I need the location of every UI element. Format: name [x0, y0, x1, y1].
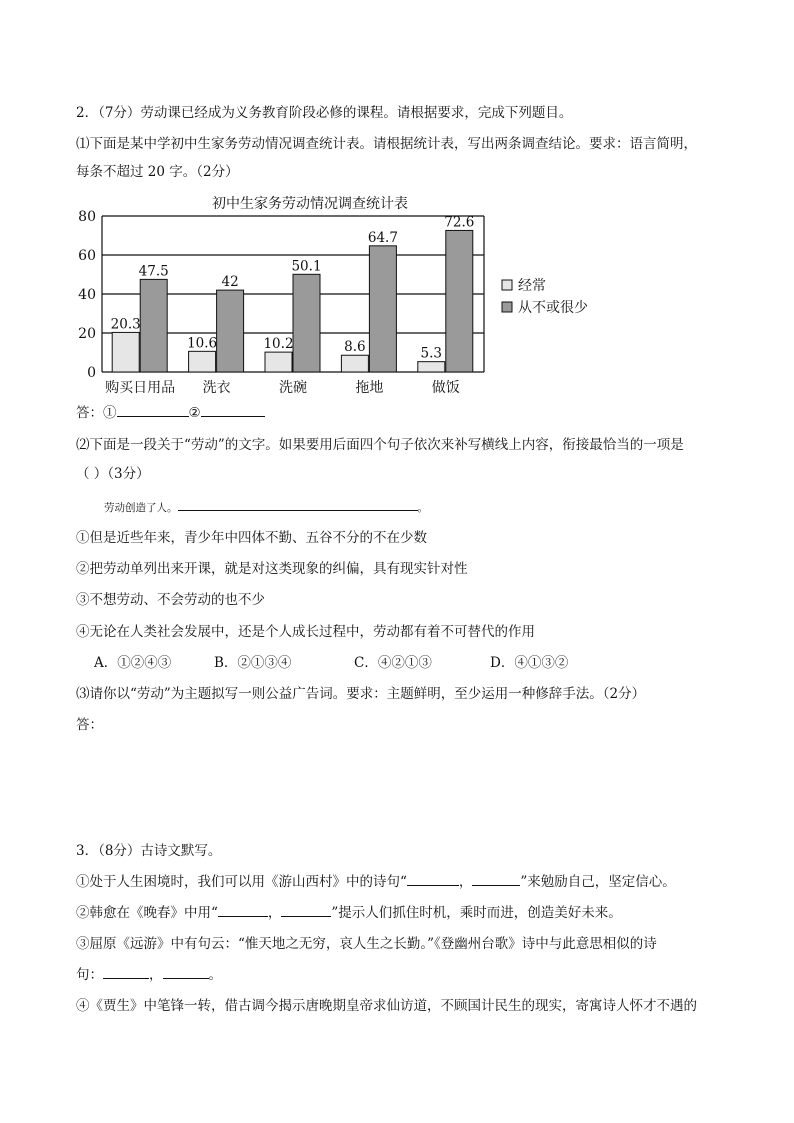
bar-rarely — [217, 290, 244, 372]
legend-swatch — [502, 302, 512, 312]
legend-label: 经常 — [518, 278, 546, 294]
x-tick-label: 洗碗 — [279, 380, 307, 396]
sentence-1: ①但是近些年来，青少年中四体不勤、五谷不分的不在少数 — [76, 530, 427, 546]
answer-blank-1[interactable] — [117, 404, 189, 417]
q3-line-2-text-b: ， — [267, 905, 282, 921]
x-tick-label: 拖地 — [355, 380, 384, 396]
chart-legend — [502, 277, 588, 316]
q3-line-4-text-b: ， — [149, 967, 163, 983]
q3-line-4-text-c: 。 — [208, 967, 222, 983]
q2-passage — [104, 498, 428, 517]
q3-stem: 3．（8分）古诗文默写。 — [76, 843, 222, 859]
data-label: 42 — [221, 274, 239, 291]
answer-circle-2: ② — [188, 405, 201, 421]
data-label: 64.7 — [367, 229, 398, 246]
data-label: 10.2 — [263, 336, 294, 353]
q3-blank-5[interactable] — [103, 966, 149, 979]
bar-rarely — [140, 279, 167, 372]
data-label: 10.6 — [187, 335, 218, 352]
chart-title: 初中生家务劳动情况调查统计表 — [212, 196, 408, 212]
bar-often — [189, 351, 216, 372]
bar-rarely — [369, 246, 396, 372]
y-tick-label: 80 — [78, 209, 96, 225]
data-label: 5.3 — [420, 345, 443, 362]
sentence-2: ②把劳动单列出来开课，就是对这类现象的纠偏，具有现实针对性 — [76, 561, 468, 577]
sentence-4: ④无论在人类社会发展中，还是个人成长过程中，劳动都有着不可替代的作用 — [76, 624, 535, 640]
q2-part3-answer-label: 答： — [76, 717, 103, 733]
q3-line-2 — [76, 904, 622, 922]
y-tick-label: 40 — [78, 287, 96, 303]
q3-line-1-text-a: ①处于人生困境时，我们可以用《游山西村》中的诗句“ — [76, 874, 407, 890]
q3-line-1 — [76, 873, 676, 891]
data-label: 50.1 — [291, 258, 322, 275]
option-c[interactable]: C．④②①③ — [354, 655, 432, 671]
q2-part2-line1: ⑵下面是一段关于“劳动”的文字。如果要用后面四个句子依次来补写横线上内容，衔接最恰当的一项是 — [76, 437, 684, 453]
sentence-3: ③不想劳动、不会劳动的也不少 — [76, 592, 265, 608]
passage-blank[interactable] — [178, 498, 418, 511]
legend-label: 从不或很少 — [518, 300, 588, 316]
q3-line-2-text-a: ②韩愈在《晚春》中用“ — [76, 905, 218, 921]
bar-rarely — [446, 230, 473, 372]
passage-end: 。 — [417, 502, 428, 514]
chart-x-axis — [105, 379, 460, 396]
q3-blank-1[interactable] — [407, 873, 459, 886]
q3-blank-4[interactable] — [281, 904, 331, 917]
data-label: 20.3 — [110, 316, 141, 333]
answer-label: 答： — [76, 405, 103, 421]
q3-line-1-text-c: ”来勉励自己，坚定信心。 — [520, 874, 676, 890]
answer-blank-2[interactable] — [201, 404, 265, 417]
q3-line-3: ③屈原《远游》中有句云：“惟天地之无穷，哀人生之长勤。”《登幽州台歌》诗中与此意思相似的诗 — [76, 936, 657, 952]
y-tick-label: 20 — [78, 326, 96, 342]
option-d[interactable]: D．④①③② — [490, 655, 569, 671]
x-tick-label: 洗衣 — [202, 380, 231, 396]
q3-blank-3[interactable] — [218, 904, 268, 917]
q2-part1-answer — [76, 404, 265, 422]
q3-blank-2[interactable] — [472, 873, 520, 886]
q2-stem: 2．（7分）劳动课已经成为义务教育阶段必修的课程。请根据要求，完成下列题目。 — [76, 105, 573, 121]
q3-line-1-text-b: ， — [458, 874, 473, 890]
answer-circle-1: ① — [103, 405, 117, 421]
q2-part1-line2: 每条不超过 20 字。（2分） — [76, 164, 239, 180]
bar-chart — [70, 190, 630, 400]
option-b[interactable]: B．②①③④ — [214, 655, 292, 671]
bar-rarely — [293, 274, 320, 372]
bar-often — [265, 352, 292, 372]
q2-part2-line2: （ ）（3分） — [76, 466, 150, 482]
chart-y-axis — [78, 209, 96, 381]
data-label: 47.5 — [138, 263, 169, 280]
data-label: 8.6 — [344, 339, 366, 356]
option-a[interactable]: A．①②④③ — [94, 655, 172, 671]
x-tick-label: 做饭 — [431, 380, 460, 396]
data-label: 72.6 — [444, 214, 475, 231]
bar-often — [112, 332, 139, 372]
x-tick-label: 购买日用品 — [105, 380, 176, 396]
y-tick-label: 0 — [87, 365, 96, 381]
q3-line-4 — [76, 966, 222, 984]
q3-blank-6[interactable] — [163, 966, 209, 979]
bar-often — [418, 362, 445, 372]
q2-part1-line1: ⑴下面是某中学初中生家务劳动情况调查统计表。请根据统计表，写出两条调查结论。要求：语言简明， — [76, 136, 697, 152]
bar-often — [341, 355, 368, 372]
legend-swatch — [502, 280, 512, 290]
q3-line-5: ④《贾生》中笔锋一转，借古调今揭示唐晚期皇帝求仙访道，不顾国计民生的现实，寄寓诗人怀才不遇的 — [76, 998, 697, 1014]
passage-start: 劳动创造了人。 — [104, 502, 178, 514]
q3-line-4-text-a: 句： — [76, 967, 103, 983]
q2-part3: ⑶请你以“劳动”为主题拟写一则公益广告词。要求：主题鲜明，至少运用一种修辞手法。（2分） — [76, 686, 646, 702]
q3-line-2-text-c: ”提示人们抓住时机，乘时而进，创造美好未来。 — [331, 905, 622, 921]
y-tick-label: 60 — [78, 248, 96, 264]
